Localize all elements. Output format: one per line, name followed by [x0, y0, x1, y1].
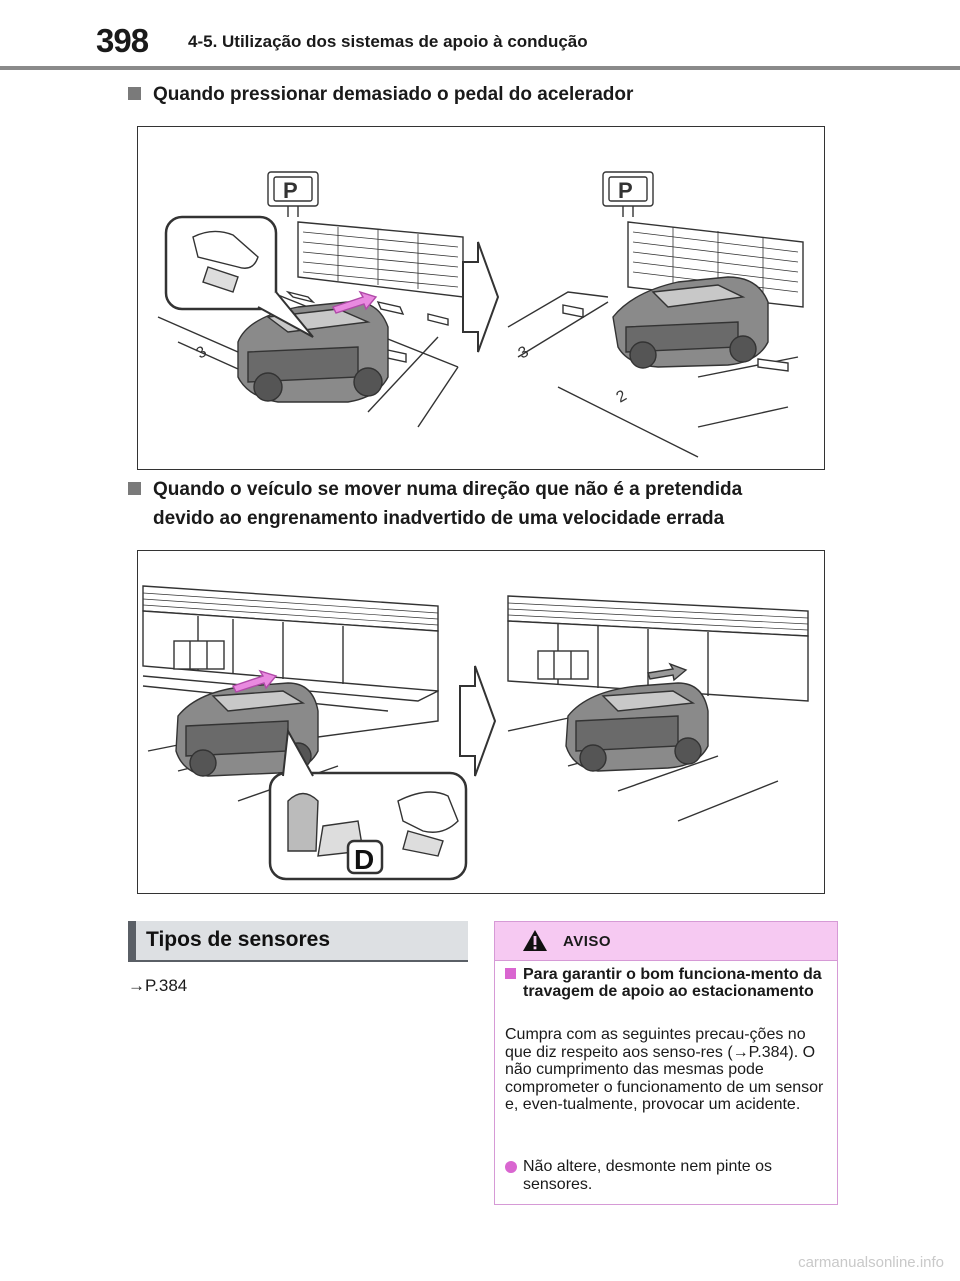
- illustration-store-wrong-gear: [138, 551, 823, 892]
- square-bullet-icon: [128, 482, 141, 495]
- illustration-parking-accelerator: [138, 127, 823, 468]
- warning-header: [495, 922, 837, 961]
- section-title-text: Quando pressionar demasiado o pedal do acelerador: [153, 84, 634, 105]
- header-rule: [0, 66, 960, 70]
- section-title-wrong-gear-line2: devido ao engrenamento inadvertido de uma velocidade errada: [153, 508, 725, 529]
- warning-subtitle-text: Para garantir o bom funciona-mento da travagem de apoio ao estacionamento: [523, 966, 822, 1000]
- page-number: 398: [96, 22, 149, 59]
- figure-wrong-gear: [137, 550, 825, 894]
- parking-sign-left: P: [283, 178, 298, 203]
- watermark: carmanualsonline.info: [798, 1254, 944, 1271]
- warning-box: [494, 921, 838, 1205]
- subsection-header: [128, 921, 468, 962]
- section-title-accelerator: [128, 80, 633, 109]
- page-reference: →P.384: [128, 976, 188, 995]
- figure-accelerator-pressed: [137, 126, 825, 470]
- parking-sign-right: P: [618, 178, 633, 203]
- pink-dot-icon: [505, 1161, 517, 1173]
- subsection-title: Tipos de sensores: [146, 928, 331, 951]
- warning-subtitle: [505, 966, 831, 1000]
- chapter-title: 4-5. Utilização dos sistemas de apoio à condução: [188, 32, 588, 51]
- warning-bullet-text: Não altere, desmonte nem pinte os sensores.: [523, 1158, 773, 1193]
- section-title-wrong-gear: [128, 475, 742, 504]
- warning-body: Cumpra com as seguintes precau-ções no que diz respeito aos senso-res (→P.384). O não cumprimento das mesmas pode comprometer o funcionamento de um sensor e, even-tualmente, provocar um acidente.: [505, 1026, 824, 1113]
- square-bullet-icon: [128, 87, 141, 100]
- slot-label-b: 3: [515, 343, 532, 363]
- gear-d-label: D: [354, 844, 375, 875]
- slot-label-c: 2: [613, 387, 630, 407]
- pink-square-icon: [505, 968, 516, 979]
- slot-label-a: 3: [193, 343, 210, 363]
- warning-triangle-icon: [521, 928, 549, 953]
- section-title-text-line1: Quando o veículo se mover numa direção que não é a pretendida: [153, 479, 743, 500]
- warning-label: AVISO: [563, 933, 612, 950]
